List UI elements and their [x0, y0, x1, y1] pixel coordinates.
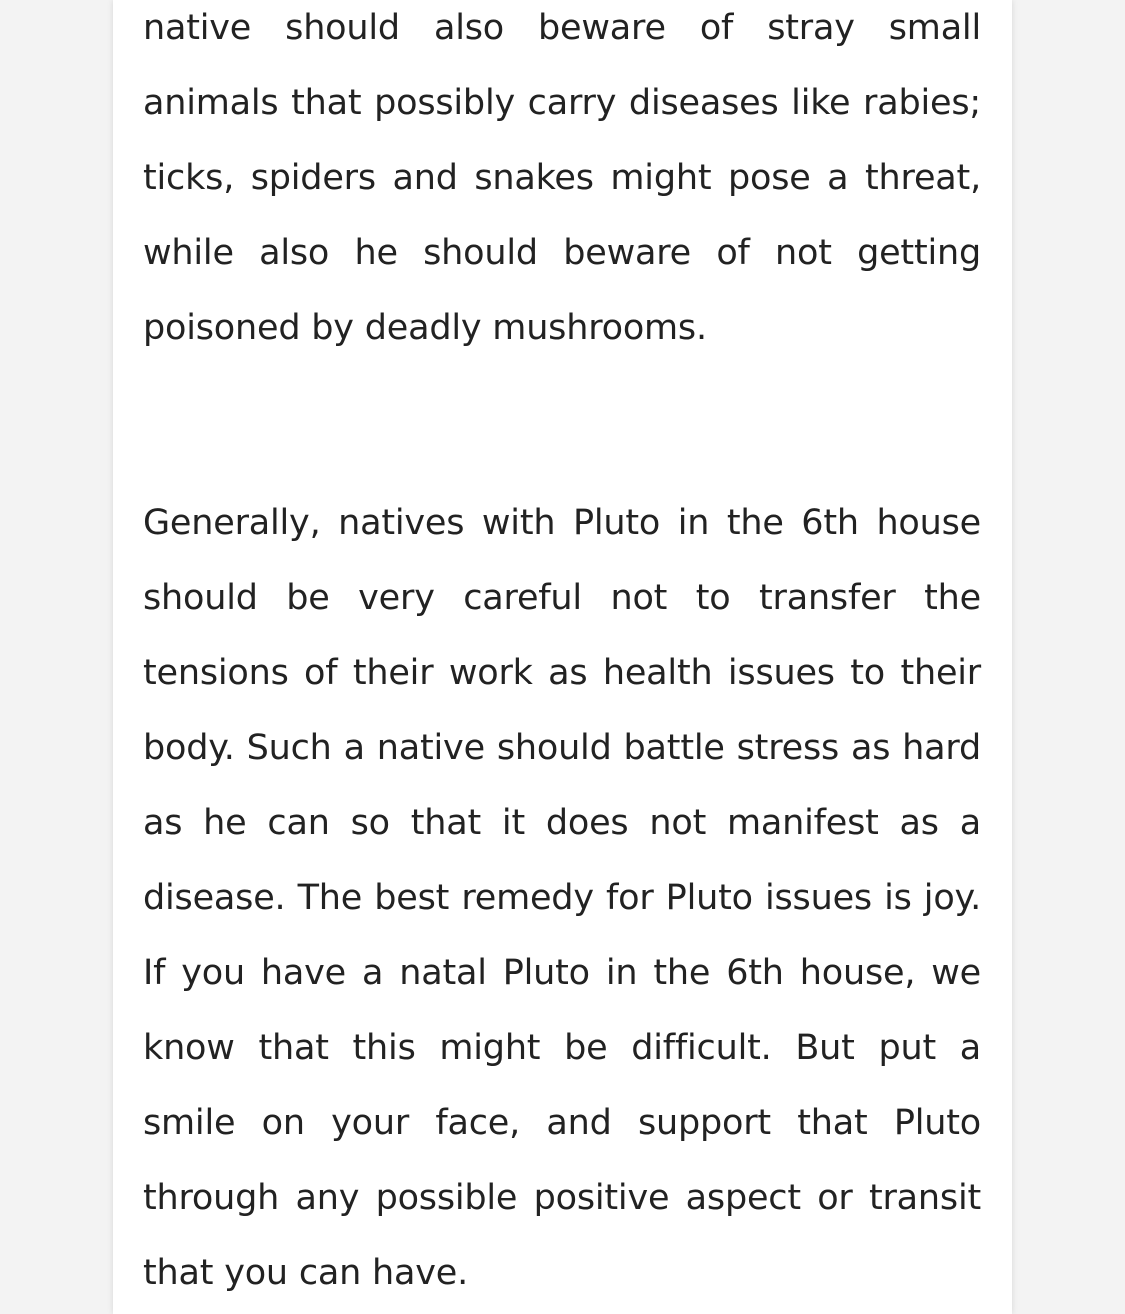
article-page — [113, 0, 1012, 1314]
article-paragraph: native should also beware of stray small animals that possibly carry diseases like rabies; ticks, spiders and snakes might pose a threat, while also he should beware of not getting poisoned by deadly mushrooms. — [143, 8, 981, 348]
article-paragraph: Generally, natives with Pluto in the 6th house should be very careful not to transfer the tensions of their work as health issues to their body. Such a native should battle stress as hard as he can so that it does not manifest as a disease. The best remedy for Pluto issues is joy. If you have a natal Pluto in the 6th house, we know that this might be difficult. But put a smile on your face, and support that Pluto through any possible positive aspect or transit that you can have. — [143, 503, 981, 1293]
